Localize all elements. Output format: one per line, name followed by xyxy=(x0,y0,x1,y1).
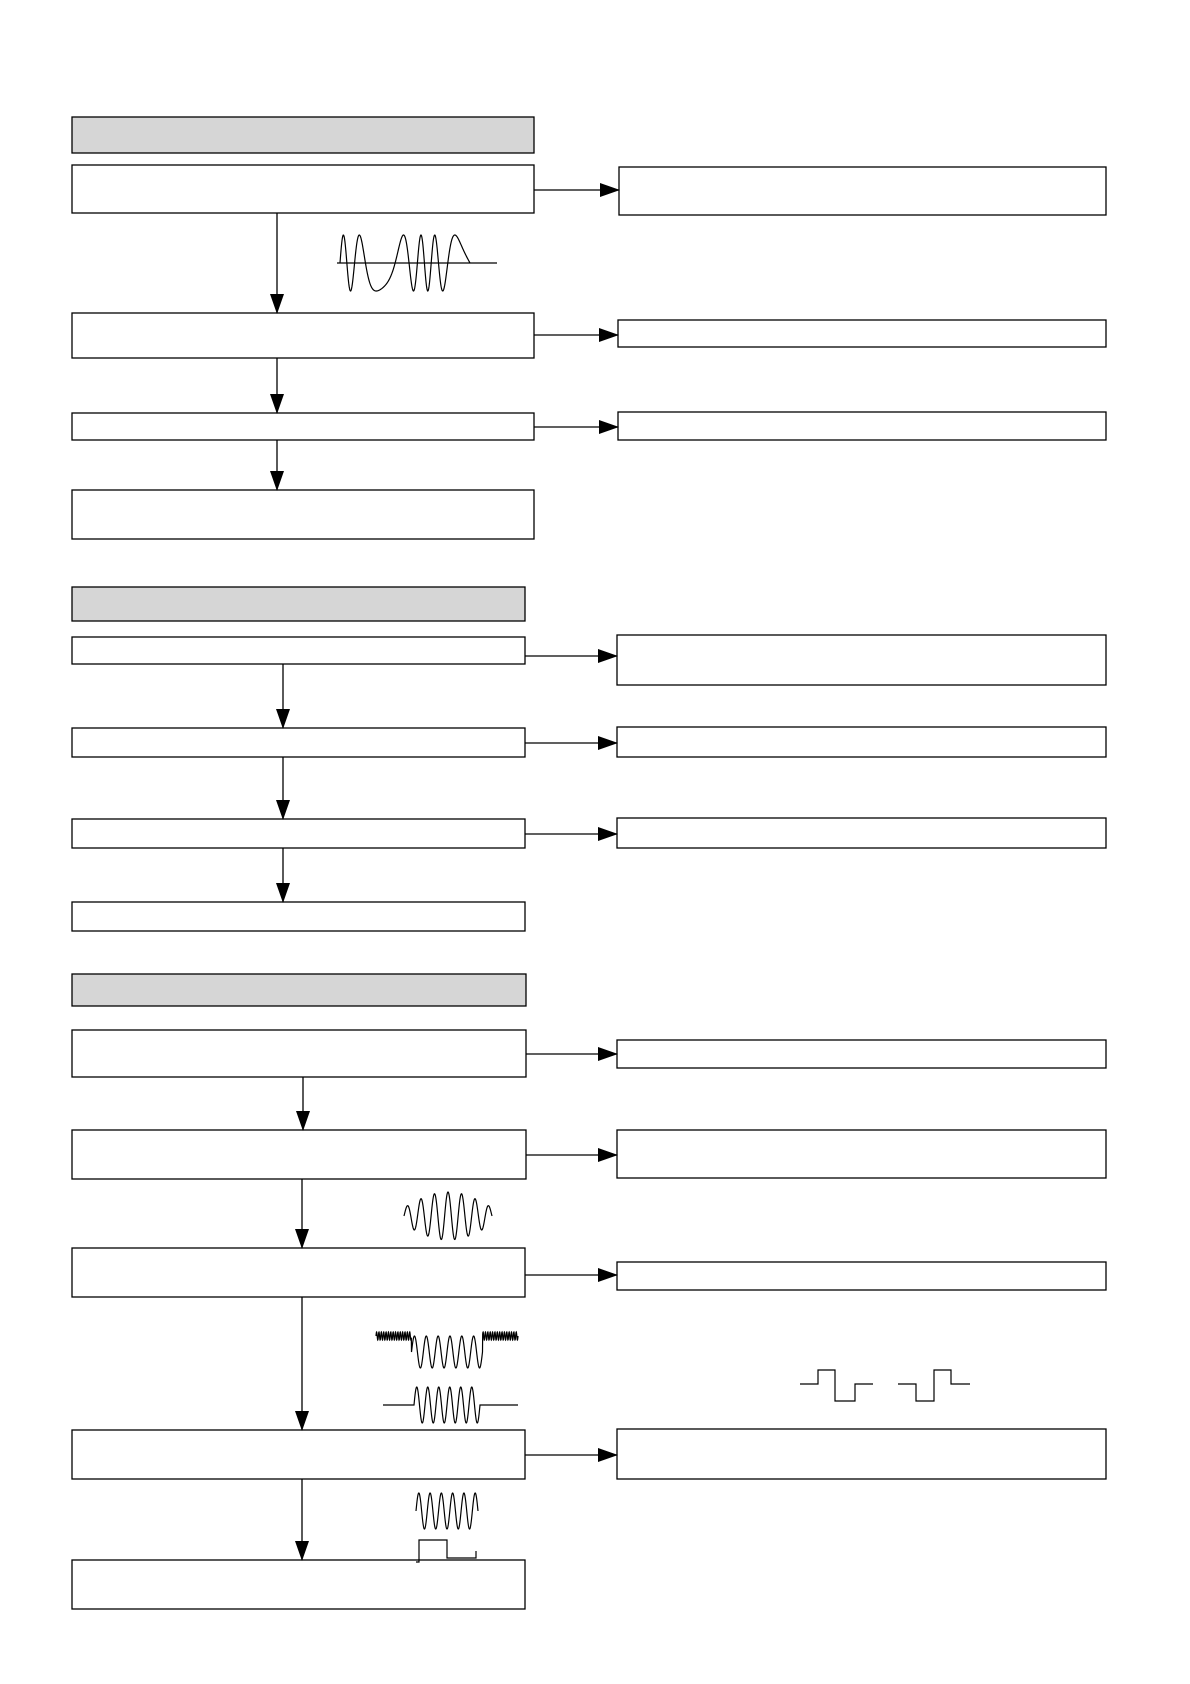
step-box-3-1 xyxy=(72,1030,526,1077)
sine-burst-icon xyxy=(416,1493,478,1529)
section-header-1 xyxy=(72,117,534,153)
branch-box-3-4 xyxy=(617,1429,1106,1479)
step-box-3-3 xyxy=(72,1248,525,1297)
square-pulse-icon xyxy=(416,1540,476,1562)
branch-box-2-2 xyxy=(617,727,1106,757)
step-box-3-5 xyxy=(72,1560,525,1609)
branch-box-2-1 xyxy=(617,635,1106,685)
section-header-3 xyxy=(72,974,526,1006)
branch-box-2-3 xyxy=(617,818,1106,848)
step-box-2-3 xyxy=(72,819,525,848)
square-pulse-icon xyxy=(898,1370,970,1401)
step-box-1-3 xyxy=(72,413,534,440)
branch-box-1-1 xyxy=(619,167,1106,215)
section-header-2 xyxy=(72,587,525,621)
step-box-1-4 xyxy=(72,490,534,539)
branch-box-1-2 xyxy=(618,320,1106,347)
branch-box-3-2 xyxy=(617,1130,1106,1178)
step-box-2-2 xyxy=(72,728,525,757)
gated-burst-icon xyxy=(383,1387,518,1423)
step-box-1-2 xyxy=(72,313,534,358)
branch-box-1-3 xyxy=(618,412,1106,440)
step-box-2-1 xyxy=(72,637,525,664)
square-pulse-icon xyxy=(800,1370,873,1401)
step-box-3-2 xyxy=(72,1130,526,1179)
step-box-1-1 xyxy=(72,165,534,213)
step-box-2-4 xyxy=(72,902,525,931)
branch-box-3-1 xyxy=(617,1040,1106,1068)
branch-box-3-3 xyxy=(617,1262,1106,1290)
sine-burst-icon xyxy=(404,1192,492,1240)
step-box-3-4 xyxy=(72,1430,525,1479)
modulated-burst-icon xyxy=(376,1332,518,1368)
